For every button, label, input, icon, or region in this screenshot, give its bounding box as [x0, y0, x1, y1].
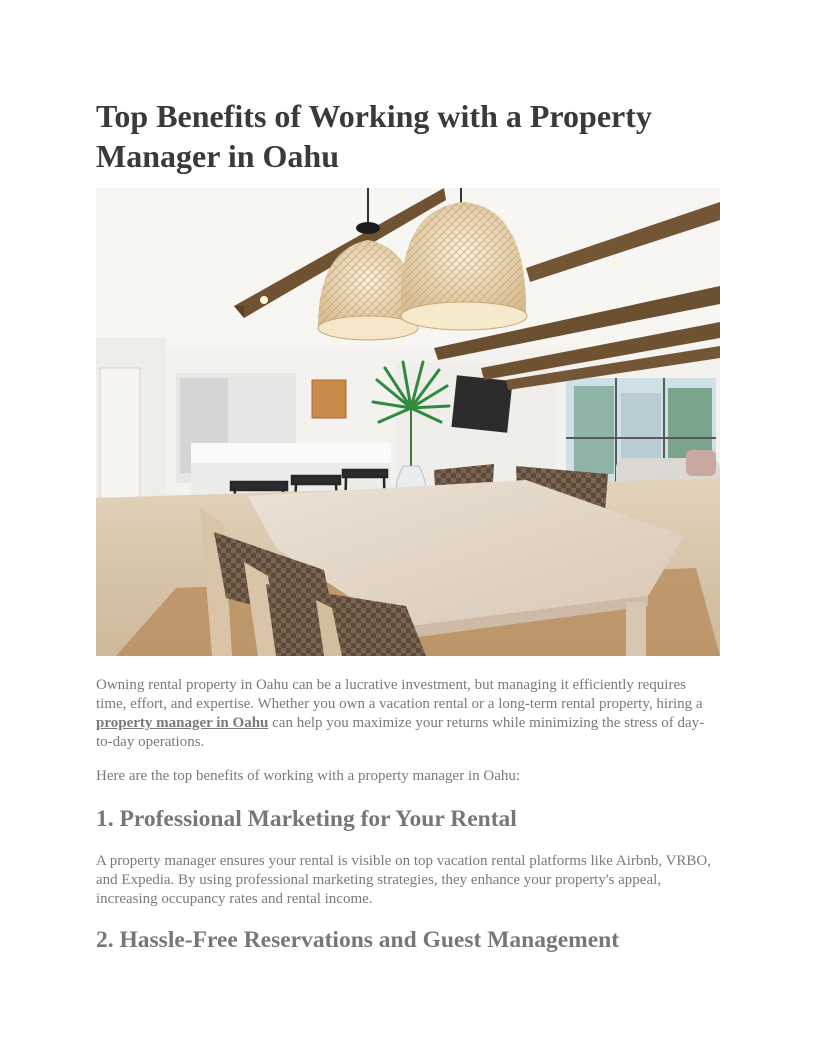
article-title: Top Benefits of Working with a Property Manager in Oahu: [96, 98, 652, 174]
section-heading-reservations: 2. Hassle-Free Reservations and Guest Management: [96, 927, 620, 953]
lead-in-paragraph: Here are the top benefits of working with a property manager in Oahu:: [96, 768, 521, 784]
section-body-marketing: A property manager ensures your rental is visible on top vacation rental platforms like Airbnb, VRBO, and Expedia. By using professional marketing strategies, they enhance your property's appeal, increasing occupancy rates and rental income.: [96, 853, 712, 907]
intro-paragraph: Owning rental property in Oahu can be a lucrative investment, but managing it efficiently requires time, effort, and expertise. Whether you own a vacation rental or a long-term rental property, hiring a property manager in Oahu can help you maximize your returns while minimizing the stress of day-to-day operations.: [96, 677, 705, 750]
property-manager-link[interactable]: property manager in Oahu: [96, 715, 269, 731]
section-heading-marketing: 1. Professional Marketing for Your Rental: [96, 806, 517, 832]
hero-image: [96, 188, 720, 656]
